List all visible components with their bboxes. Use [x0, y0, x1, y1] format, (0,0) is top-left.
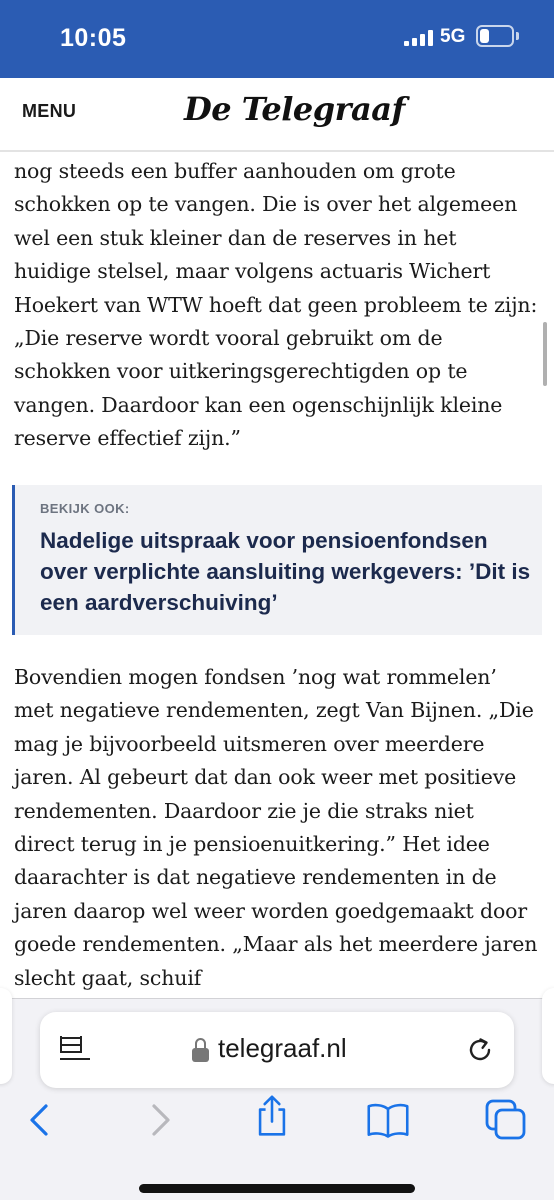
chevron-left-icon[interactable] — [18, 1098, 62, 1142]
reader-mode-icon[interactable] — [60, 1036, 90, 1064]
menu-button[interactable]: MENU — [22, 101, 77, 121]
related-label: BEKIJK OOK: — [40, 501, 130, 516]
battery-level — [480, 29, 489, 43]
next-tab-edge[interactable] — [542, 988, 554, 1084]
lock-icon — [192, 1038, 209, 1062]
article-paragraph: Bovendien mogen fondsen ’nog wat rommelen’ met negatieve rendementen, zegt Van Bijnen. „Die mag je bijvoorbeeld uitsmeren over meerdere jaren. Al gebeurt dat dan ook weer met positieve rendementen. Daardoor zie je die straks niet direct terug in je pensioenuitkering.” Het idee daarachter is dat negatieve rendementen in de jaren daarop wel weer worden goedgemaakt door goede rendementen. „Maar als het meerdere jaren slecht gaat, schuif — [14, 665, 538, 990]
tabs-icon[interactable] — [484, 1098, 528, 1142]
site-logo[interactable]: De Telegraaf — [184, 90, 405, 128]
reload-icon[interactable] — [464, 1034, 496, 1066]
scrollbar[interactable] — [543, 322, 547, 386]
network-type: 5G — [440, 26, 466, 47]
related-article-card[interactable] — [12, 485, 542, 635]
share-icon[interactable] — [250, 1094, 294, 1138]
article-body — [0, 152, 554, 998]
address-bar[interactable] — [40, 1012, 514, 1088]
article-paragraph: nog steeds een buffer aanhouden om grote schokken op te vangen. Die is over het algemeen wel een stuk kleiner dan de reserves in het huidige stelsel, maar volgens actuaris Wichert Hoekert van WTW hoeft dat geen probleem te zijn: „Die reserve wordt vooral gebruikt om de schokken voor uitkeringsgerechtigden op te vangen. Daardoor kan een ogenschijnlijk kleine reserve effectief zijn.” — [14, 159, 538, 451]
book-icon[interactable] — [366, 1098, 410, 1142]
status-bar — [0, 0, 554, 78]
chevron-right-icon[interactable] — [138, 1098, 182, 1142]
home-indicator[interactable] — [139, 1184, 415, 1193]
site-header — [0, 78, 554, 152]
previous-tab-edge[interactable] — [0, 988, 12, 1084]
related-article-link[interactable]: Nadelige uitspraak voor pensioenfondsen over verplichte aansluiting werkgevers: ’Dit is een aardverschuiving’ — [40, 528, 531, 615]
cellular-signal-icon — [404, 30, 434, 46]
url-text[interactable]: telegraaf.nl — [218, 1033, 347, 1063]
battery-nub — [516, 32, 519, 40]
status-time: 10:05 — [60, 24, 127, 52]
battery-icon — [476, 25, 514, 47]
